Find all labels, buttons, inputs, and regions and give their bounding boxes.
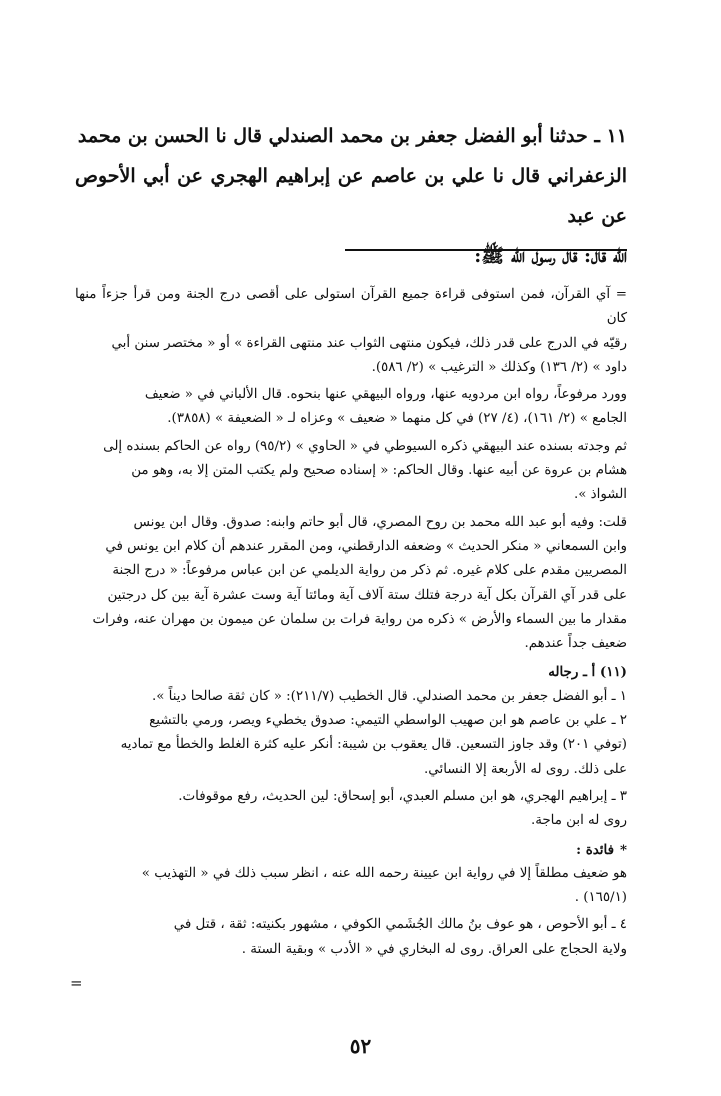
note-line: الشواذ ». — [573, 487, 627, 503]
rijal-line: (توفي ٢٠١) وقد جاوز التسعين. قال يعقوب بن شيبة: أنكر عليه كثرة الغلط والخطأ مع تماديه — [120, 737, 627, 753]
note-line: مقدار ما بين السماء والأرض » ذكره من رواية فرات بن سلمان عن ميمون بن مهران عنه، وفرات — [92, 611, 627, 627]
note-line: قلت: وفيه أبو عبد الله محمد بن روح المصري، قال أبو حاتم وابنه: صدوق. وقال ابن يونس — [133, 514, 627, 530]
star-icon: * — [619, 841, 627, 858]
note-line: وورد مرفوعاً، رواه ابن مردويه عنها، ورواه البيهقي عنها بنحوه. قال الألباني في « ضعيف — [144, 387, 627, 403]
faida-label: فائدة : — [576, 841, 614, 858]
faida-line: (١٦٥/١) . — [574, 890, 627, 906]
note-line: هشام بن عروة عن أبيه عنها. وقال الحاكم: « إسناده صحيح ولم يكتب المتن إلا به، وهو من — [131, 463, 627, 479]
note-line: داود » (٢/ ١٣٦) وكذلك « الترغيب » (٢/ ٥٨٦). — [371, 359, 627, 375]
note-line: على قدر آي القرآن بكل آية درجة فتلك ستة آلاف آية ومائتا آية وست عشرة آية بين كل درجتين — [107, 587, 627, 603]
footnote-separator — [345, 249, 627, 251]
rijal-heading: (١١) أ ـ رجاله — [548, 664, 627, 681]
note-line: الجامع » (٢/ ١٦١)، (٤/ ٢٧) في كل منهما « ضعيف » وعزاه لـ « الضعيفة » (٣٨٥٨). — [167, 411, 627, 427]
faida-line: ٤ ـ أبو الأحوص ، هو عوف بنُ مالك الجُشَمي الكوفي ، مشهور بكنيته: ثقة ، قتل في — [173, 917, 627, 933]
hadith-text — [75, 116, 627, 276]
note-line: = آي القرآن، فمن استوفى قراءة جميع القرآن استولى على أقصى درج الجنة ومن قرأ جزءاً منها كان — [75, 287, 627, 327]
rijal-line: روى له ابن ماجة. — [530, 813, 627, 829]
note-line: رقيّه في الدرج على قدر ذلك، فيكون منتهى الثواب عند منتهى القراءة » أو « مختصر سنن أبي — [111, 335, 627, 351]
faida-heading — [75, 838, 627, 862]
hadith-line: الزعفراني قال نا علي بن عاصم عن إبراهيم الهجري عن أبي الأحوص عن عبد — [75, 165, 627, 227]
hadith-line: ١١ ـ حدثنا أبو الفضل جعفر بن محمد الصندلي قال نا الحسن بن محمد — [77, 125, 627, 147]
rijal-line: ١ ـ أبو الفضل جعفر بن محمد الصندلي. قال الخطيب (٢١١/٧): « كان ثقة صالحا ديناً ». — [151, 688, 627, 704]
rijal-line: على ذلك. روى له الأربعة إلا النسائي. — [424, 761, 627, 777]
continuation-mark: = — [70, 974, 83, 992]
footnotes — [75, 283, 627, 962]
note-line: ضعيف جداً عندهم. — [524, 636, 627, 652]
faida-line: ولاية الحجاج على العراق. روى له البخاري في « الأدب » وبقية الستة . — [241, 941, 627, 957]
rijal-line: ٢ ـ علي بن عاصم هو ابن صهيب الواسطي التيمي: صدوق يخطيء ويصر، ورمي بالتشيع — [149, 713, 627, 729]
faida-line: هو ضعيف مطلقاً إلا في رواية ابن عيينة رحمه الله عنه ، انظر سبب ذلك في « التهذيب » — [141, 865, 627, 881]
note-line: وابن السمعاني « منكر الحديث » وضعفه الدارقطني، ومن المقرر عندهم أن كلام ابن يونس في — [105, 538, 627, 554]
rijal-line: ٣ ـ إبراهيم الهجري، هو ابن مسلم العبدي، أبو إسحاق: لين الحديث، رفع موقوفات. — [178, 788, 627, 804]
hadith-line: الله قال: قال رسول الله ﷺ: — [474, 245, 627, 267]
note-line: المصريين مقدم على كلام غيره. ثم ذكر من رواية الديلمي عن ابن عباس مرفوعاً: « درج الجنة — [112, 563, 627, 579]
note-line: ثم وجدته بسنده عند البيهقي ذكره السيوطي في « الحاوي » (٩٥/٢) رواه عن الحاكم بسنده إلى — [103, 438, 627, 454]
page-number: ٥٢ — [349, 1034, 372, 1058]
